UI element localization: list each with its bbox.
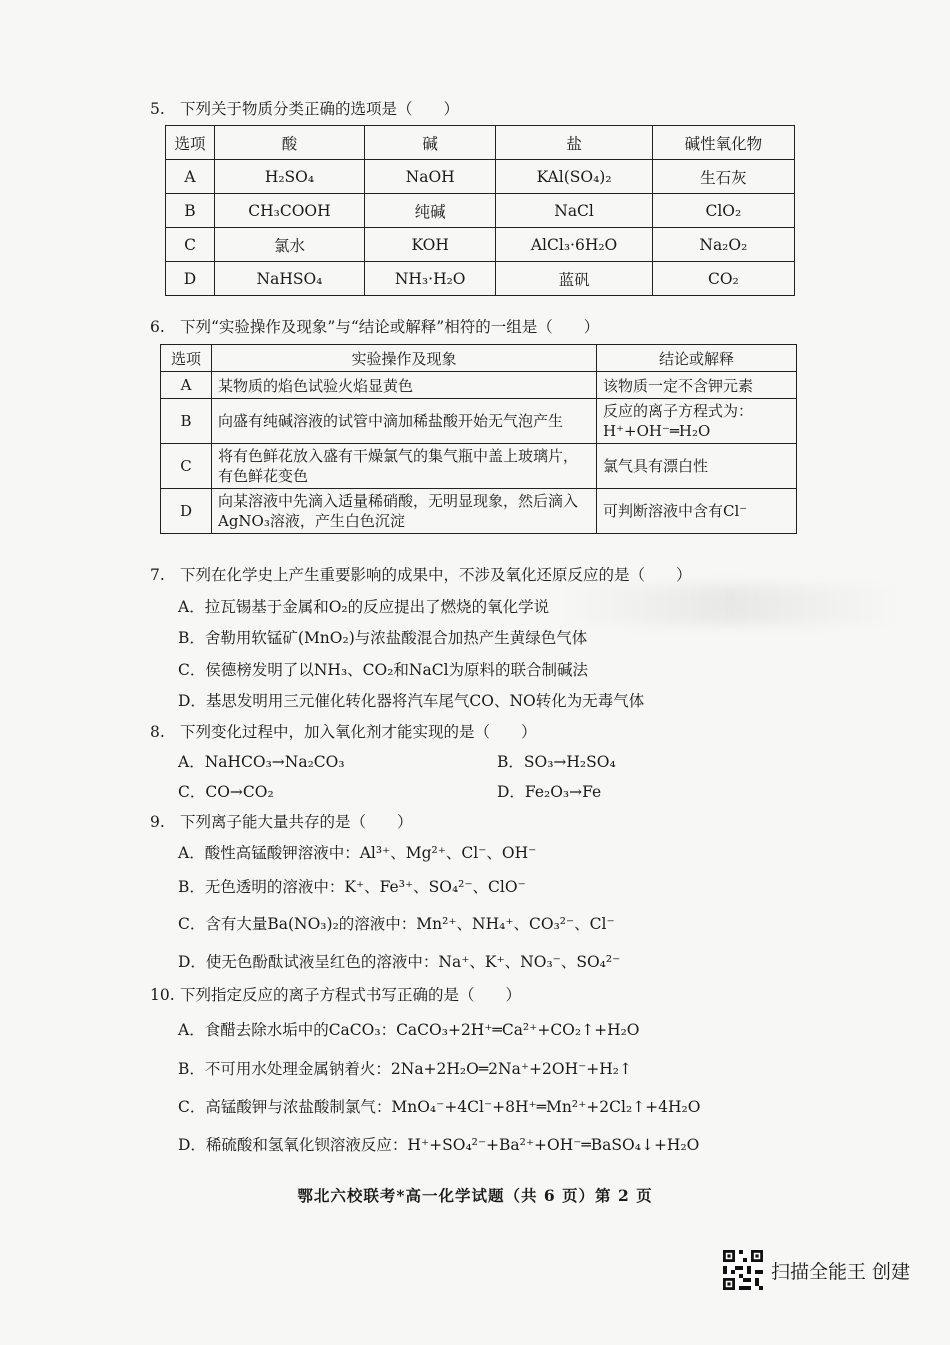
table-row: A H₂SO₄ NaOH KAl(SO₄)₂ 生石灰	[166, 160, 795, 194]
scanner-watermark	[723, 1250, 910, 1290]
table-header-row: 选项 酸 碱 盐 碱性氧化物	[166, 126, 795, 160]
question-5: 5. 下列关于物质分类正确的选项是（ ）	[150, 100, 460, 118]
q7-option-d: D．基思发明用三元催化转化器将汽车尾气CO、NO转化为无毒气体	[178, 692, 645, 710]
watermark-text: 扫描全能王 创建	[770, 1260, 910, 1283]
scan-shadow	[560, 585, 900, 625]
q6-table	[160, 344, 797, 534]
table-row: D NaHSO₄ NH₃·H₂O 蓝矾 CO₂	[166, 262, 795, 296]
q8-option-d: D．Fe₂O₃→Fe	[497, 783, 602, 801]
table-row: D 向某溶液中先滴入适量稀硝酸，无明显现象，然后滴入AgNO₃溶液，产生白色沉淀 可判断溶液中含有Cl⁻	[161, 489, 797, 534]
q7-option-b: B．舍勒用软锰矿(MnO₂)与浓盐酸混合加热产生黄绿色气体	[178, 629, 588, 647]
table-row: C 氯水 KOH AlCl₃·6H₂O Na₂O₂	[166, 228, 795, 262]
q10-option-d: D．稀硫酸和氢氧化钡溶液反应：H⁺+SO₄²⁻+Ba²⁺+OH⁻═BaSO₄↓+H₂O	[178, 1136, 700, 1154]
table-header-row: 选项 实验操作及现象 结论或解释	[161, 345, 797, 372]
q9-option-c: C．含有大量Ba(NO₃)₂的溶液中：Mn²⁺、NH₄⁺、CO₃²⁻、Cl⁻	[178, 915, 615, 933]
q5-table	[165, 125, 795, 296]
table-row: C 将有色鲜花放入盛有干燥氯气的集气瓶中盖上玻璃片，有色鲜花变色 氯气具有漂白性	[161, 444, 797, 489]
q8-option-a: A．NaHCO₃→Na₂CO₃	[178, 753, 345, 771]
q9-option-d: D．使无色酚酞试液呈红色的溶液中：Na⁺、K⁺、NO₃⁻、SO₄²⁻	[178, 953, 621, 971]
q7-option-a: A．拉瓦锡基于金属和O₂的反应提出了燃烧的氧化学说	[178, 598, 550, 616]
question-7: 7. 下列在化学史上产生重要影响的成果中，不涉及氧化还原反应的是（ ）	[150, 566, 692, 584]
table-row: A 某物质的焰色试验火焰显黄色 该物质一定不含钾元素	[161, 372, 797, 399]
q9-option-b: B．无色透明的溶液中：K⁺、Fe³⁺、SO₄²⁻、ClO⁻	[178, 878, 526, 896]
question-10: 10. 下列指定反应的离子方程式书写正确的是（ ）	[150, 986, 522, 1004]
q10-option-b: B．不可用水处理金属钠着火：2Na+2H₂O═2Na⁺+2OH⁻+H₂↑	[178, 1060, 632, 1078]
q8-option-c: C．CO→CO₂	[178, 783, 274, 801]
q10-option-a: A．食醋去除水垢中的CaCO₃：CaCO₃+2H⁺═Ca²⁺+CO₂↑+H₂O	[178, 1021, 640, 1039]
question-6: 6. 下列“实验操作及现象”与“结论或解释”相符的一组是（ ）	[150, 318, 600, 336]
question-9: 9. 下列离子能大量共存的是（ ）	[150, 813, 413, 831]
q10-option-c: C．高锰酸钾与浓盐酸制氯气：MnO₄⁻+4Cl⁻+8H⁺═Mn²⁺+2Cl₂↑+4H₂O	[178, 1098, 701, 1116]
q8-option-b: B．SO₃→H₂SO₄	[497, 753, 616, 771]
q9-option-a: A．酸性高锰酸钾溶液中：Al³⁺、Mg²⁺、Cl⁻、OH⁻	[178, 844, 537, 862]
table-row: B 向盛有纯碱溶液的试管中滴加稀盐酸开始无气泡产生 反应的离子方程式为：H⁺+OH⁻═H₂O	[161, 399, 797, 444]
table-row: B CH₃COOH 纯碱 NaCl ClO₂	[166, 194, 795, 228]
q7-option-c: C．侯德榜发明了以NH₃、CO₂和NaCl为原料的联合制碱法	[178, 661, 589, 679]
qr-code-icon	[723, 1250, 763, 1290]
page-footer: 鄂北六校联考*高一化学试题（共 6 页）第 2 页	[297, 1186, 653, 1205]
question-8: 8. 下列变化过程中，加入氧化剂才能实现的是（ ）	[150, 723, 537, 741]
